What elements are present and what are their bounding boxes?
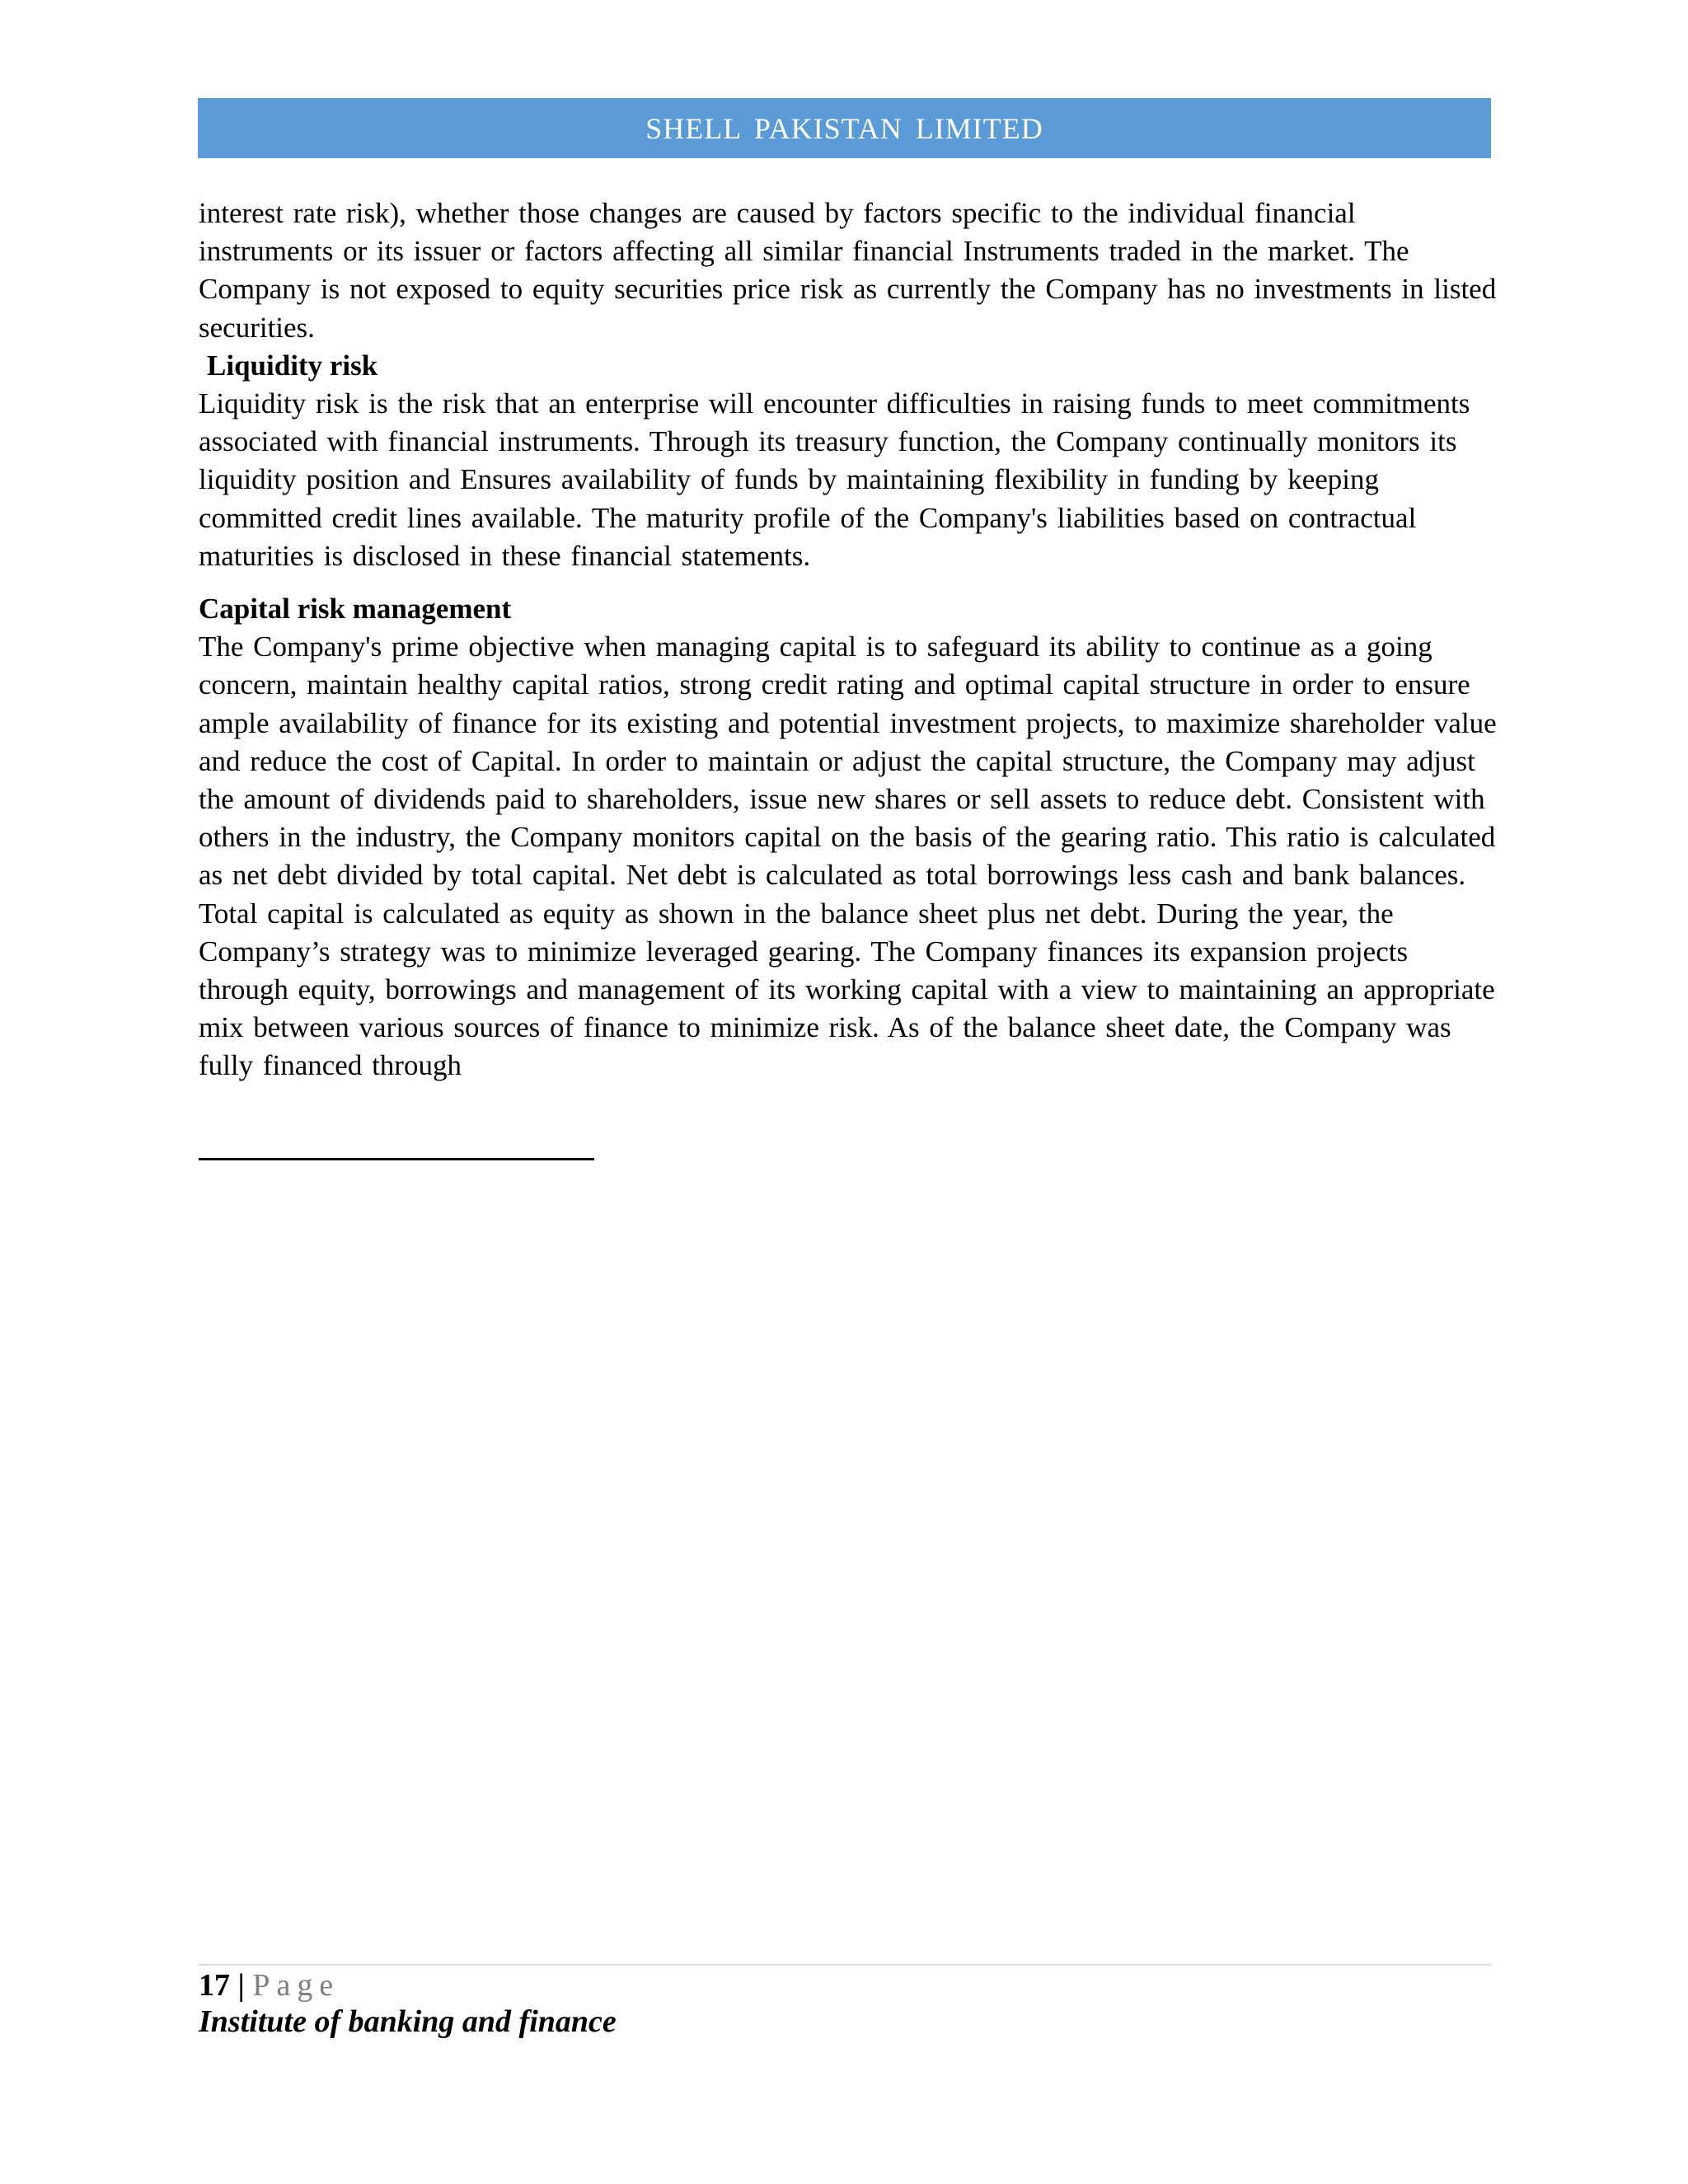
paragraph-capital-risk-management: The Company's prime objective when managing capital is to safeguard its ability to continue as a going concern, maintain healthy capital ratios, strong credit rating and optimal capital structure in order to ensure ample availability of finance for its existing and potential investment projects, to maximize shareholder value and reduce the cost of Capital. In order to maintain or adjust the capital structure, the Company may adjust the amount of dividends paid to shareholders, issue new shares or sell assets to reduce debt. Consistent with others in the industry, the Company monitors capital on the basis of the gearing ratio. This ratio is calculated as net debt divided by total capital. Net debt is calculated as total borrowings less cash and bank balances. Total capital is calculated as equity as shown in the balance sheet plus net debt. During the year, the Company’s strategy was to minimize leveraged gearing. The Company finances its expansion projects through equity, borrowings and management of its working capital with a view to maintaining an appropriate mix between various sources of finance to minimize risk. As of the balance sheet date, the Company was fully financed through xyxy=(199,630,1497,1082)
footer-divider xyxy=(199,1964,1491,1966)
section-gap xyxy=(199,575,1497,590)
page-content xyxy=(199,194,1497,1085)
footer-institute-name: Institute of banking and finance xyxy=(199,2004,617,2039)
paragraph-price-risk: interest rate risk), whether those changes are caused by factors specific to the individual financial instruments or its issuer or factors affecting all similar financial Instruments traded in the market. The Company is not exposed to equity securities price risk as currently the Company has no investments in listed securities. xyxy=(199,197,1497,344)
page-separator: | xyxy=(230,1968,253,2003)
header-title: SHELL PAKISTAN LIMITED xyxy=(645,111,1043,145)
heading-capital-risk-management: Capital risk management xyxy=(199,593,512,626)
header-bar xyxy=(198,98,1491,158)
footer-page-label xyxy=(199,1965,340,2006)
paragraph-liquidity-risk: Liquidity risk is the risk that an enterprise will encounter difficulties in raising funds to meet commitments associated with financial instruments. Through its treasury function, the Company continually monitors its liquidity position and Ensures availability of funds by maintaining flexibility in funding by keeping committed credit lines available. The maturity profile of the Company's liabilities based on contractual maturities is disclosed in these financial statements. xyxy=(199,387,1470,572)
page-number: 17 xyxy=(199,1968,230,2003)
footnote-separator xyxy=(199,1158,594,1160)
page-word: Page xyxy=(252,1968,340,2003)
heading-liquidity-risk: Liquidity risk xyxy=(207,349,378,382)
